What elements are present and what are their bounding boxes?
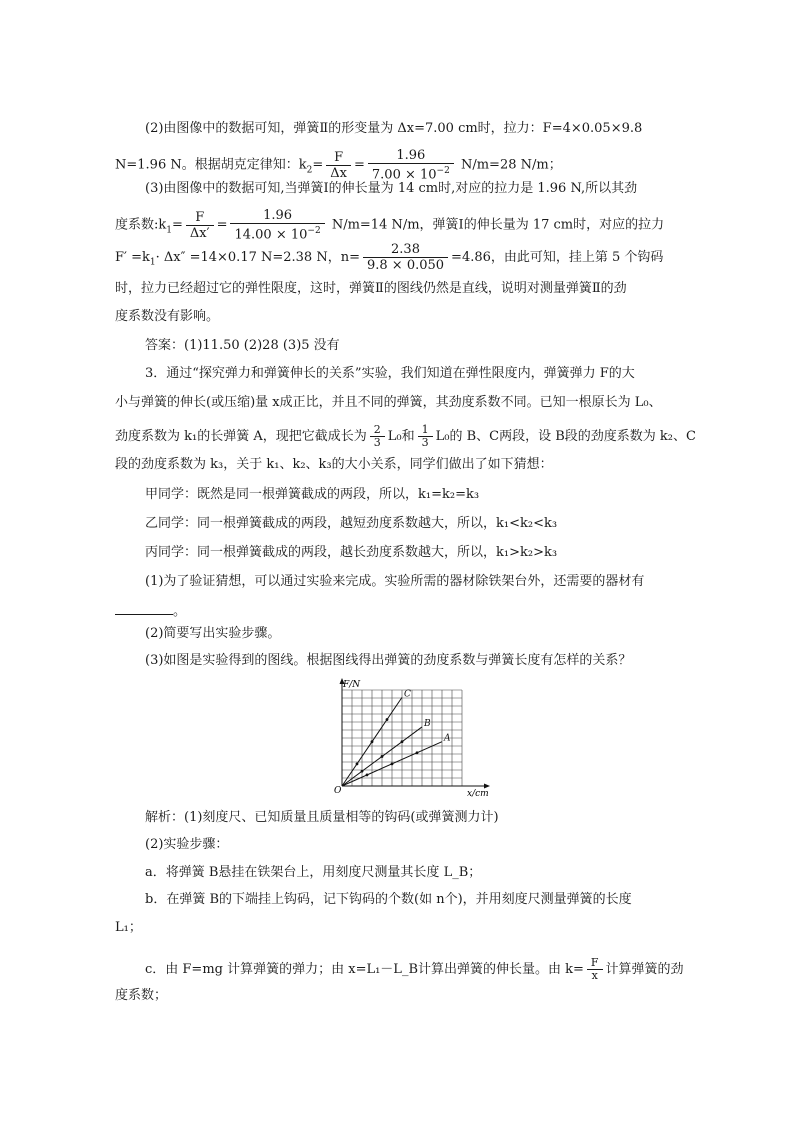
analysis-a: a．将弹簧 B悬挂在铁架台上，用刻度尺测量其长度 L_B； (145, 865, 482, 880)
fraction: $\frac{2}{3}$ (370, 424, 385, 449)
data-point (386, 718, 389, 721)
data-point (371, 740, 374, 743)
q3-line-1: 3．通过“探究弹力和弹簧伸长的关系”实验，我们知道在弹性限度内，弹簧弹力 F的大 (145, 366, 635, 381)
spring-force-chart (325, 675, 495, 803)
q3-sub-1-blank: 。 (115, 602, 186, 621)
analysis-c: c．由 F=mg 计算弹簧的弹力；由 x=L₁－L_B计算出弹簧的伸长量。由 k= $\frac{F}{x}$ 计算弹簧的劲 (145, 956, 684, 982)
series-label-C: C (404, 689, 411, 700)
analysis-b: b．在弹簧 B的下端挂上钩码，记下钩码的个数(如 n个)，并用刻度尺测量弹簧的长度 (145, 892, 632, 907)
series-label-A: A (444, 733, 451, 744)
p3-line-5: 度系数没有影响。 (115, 309, 220, 324)
analysis-1: 解析：(1)刻度尺、已知质量且质量相等的钩码(或弹簧测力计) (145, 810, 499, 825)
q3-line-3: 劲度系数为 k₁的长弹簧 A，现把它截成长为 $\frac{2}{3}$ L₀和 $\frac{1}{3}$ L₀的 B、C两段，设 B段的劲度系数为 k₂、C (115, 423, 696, 449)
data-point (381, 755, 384, 758)
fraction: $\frac{1.96}{7.00 \times 10^{-2}}$ (368, 148, 454, 182)
p3-line-4: 时，拉力已经超过它的弹性限度，这时，弹簧Ⅱ的图线仍然是直线，说明对测量弹簧Ⅱ的劲 (115, 281, 627, 296)
q3-sub-1: (1)为了验证猜想，可以通过实验来完成。实验所需的器材除铁架台外，还需要的器材有 (145, 574, 645, 589)
answer-blank (115, 602, 173, 615)
data-point (401, 740, 404, 743)
data-point (361, 770, 364, 773)
guess-jia: 甲同学：既然是同一根弹簧截成的两段，所以，k₁=k₂=k₃ (145, 487, 480, 502)
p3-line-1: (3)由图像中的数据可知,当弹簧Ⅰ的伸长量为 14 cm时,对应的拉力是 1.96 N,所以其劲 (145, 181, 638, 196)
fraction: $\frac{F}{x}$ (587, 957, 603, 982)
p3-line-2: 度系数$:k_1=$ $\frac{F}{\Delta x'}$ = $\frac{1.96}{14.00 \times 10^{-2}}$ N/m=14 N/m，弹簧Ⅰ的伸长量为 17 cm时，对应的拉力 (115, 208, 665, 243)
chart-series (342, 689, 451, 786)
answer-line: 答案：(1)11.50 (2)28 (3)5 没有 (145, 338, 340, 353)
fraction: $\frac{1}{3}$ (418, 424, 433, 449)
data-point (366, 774, 369, 777)
p3-line-3: $F' =k_1\cdot \Delta x'' =14\times 0.17$ N=2.38 N，n= $\frac{2.38}{9.8 \times 0.050}$ =4.86，由此可知，挂上第 5 个钩码 (115, 242, 664, 273)
p2-line-1: (2)由图像中的数据可知，弹簧Ⅱ的形变量为 Δx=7.00 cm时，拉力：F=4×0.05×9.8 (145, 121, 643, 136)
fraction: $\frac{F}{\Delta x}$ (326, 150, 351, 181)
analysis-b-2: L₁； (115, 920, 142, 935)
series-label-B: B (424, 718, 431, 729)
analysis-d: 度系数； (115, 988, 168, 1003)
guess-bing: 丙同学：同一根弹簧截成的两段，越长劲度系数越大，所以，k₁>k₂>k₃ (145, 545, 558, 560)
data-point (391, 762, 394, 765)
fraction: $\frac{1.96}{14.00 \times 10^{-2}}$ (230, 208, 324, 242)
q3-line-2: 小与弹簧的伸长(或压缩)量 x成正比，并且不同的弹簧，其劲度系数不同。已知一根原长为 L₀、 (115, 395, 662, 410)
q3-sub-2: (2)简要写出实验步骤。 (145, 626, 281, 641)
data-point (416, 751, 419, 754)
fraction: $\frac{2.38}{9.8 \times 0.050}$ (363, 242, 448, 273)
p2-line-2: N=1.96 N。根据胡克定律知：$k_2=$ $\frac{F}{\Delta x}$ = $\frac{1.96}{7.00 \times 10^{-2}}$ N/m=28 N/m； (115, 148, 562, 183)
y-axis-label: F/N (343, 680, 361, 690)
origin-label: O (334, 786, 342, 796)
data-point (356, 762, 359, 765)
analysis-2: (2)实验步骤： (145, 837, 229, 852)
q3-line-4: 段的劲度系数为 k₃，关于 k₁、k₂、k₃的大小关系，同学们做出了如下猜想： (115, 457, 553, 472)
q3-sub-3: (3)如图是实验得到的图线。根据图线得出弹簧的劲度系数与弹簧长度有怎样的关系？ (145, 653, 632, 668)
x-axis-arrow (484, 784, 490, 789)
x-axis-label: x/cm (467, 789, 489, 799)
guess-yi: 乙同学：同一根弹簧截成的两段，越短劲度系数越大，所以，k₁<k₂<k₃ (145, 516, 558, 531)
fraction: $\frac{F}{\Delta x'}$ (186, 210, 214, 241)
